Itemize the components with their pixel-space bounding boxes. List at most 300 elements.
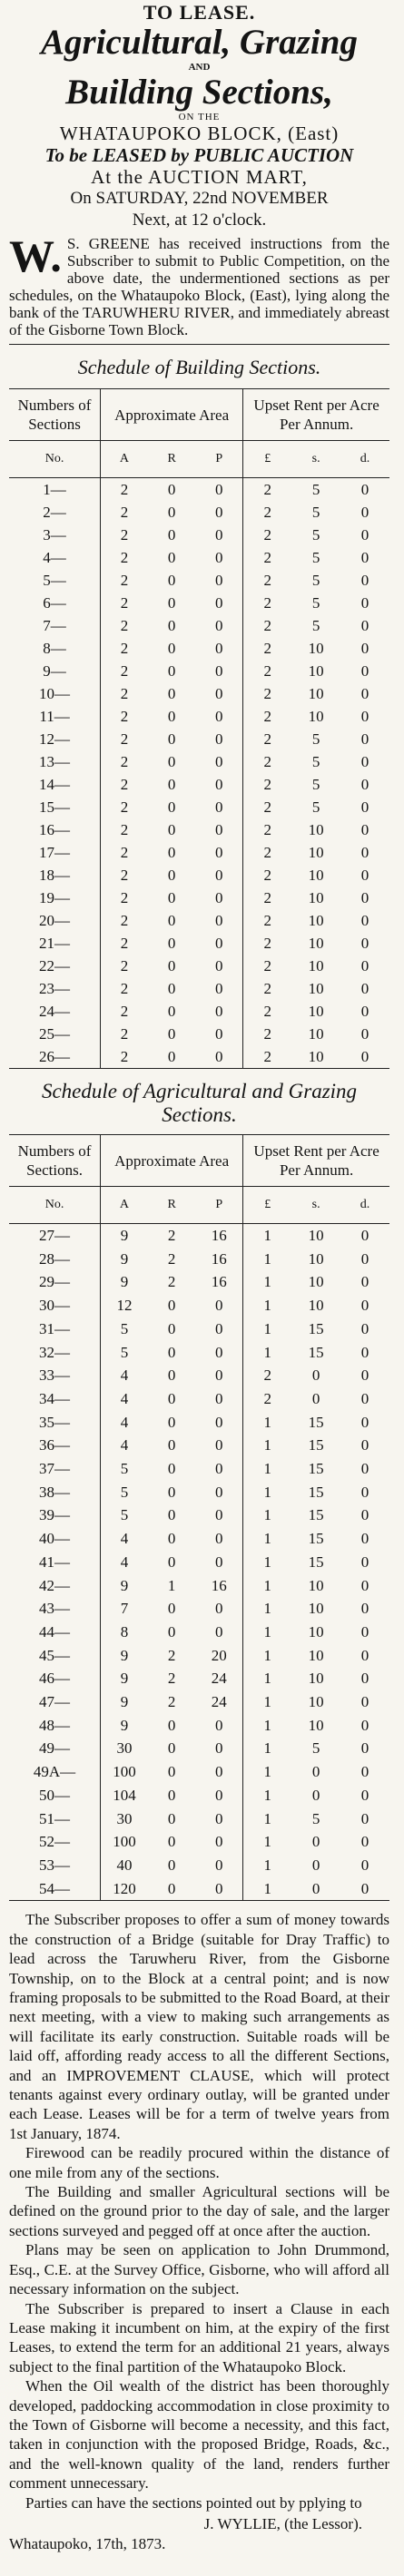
area-perches: 0 bbox=[195, 818, 242, 841]
rent-shillings: 0 bbox=[311, 1366, 320, 1385]
area-acres: 2 bbox=[120, 935, 129, 952]
section-no: 4— bbox=[9, 546, 101, 569]
rent-pounds: 1 bbox=[263, 1670, 271, 1688]
col-area: Approximate Area bbox=[101, 389, 243, 441]
rent-pounds: 2 bbox=[263, 1003, 271, 1020]
rent-pence: 0 bbox=[340, 1877, 389, 1901]
body-text bbox=[9, 1910, 389, 2512]
table-row bbox=[9, 796, 389, 818]
table-row bbox=[9, 1527, 389, 1551]
rent-pence: 0 bbox=[360, 753, 370, 770]
rent-pounds: 2 bbox=[263, 662, 271, 680]
area-acres: 30 bbox=[116, 1809, 133, 1827]
area-perches: 0 bbox=[195, 592, 242, 614]
rent-shillings: 0 bbox=[311, 1389, 320, 1407]
rent-pounds: 2 bbox=[263, 685, 271, 702]
area-perches: 0 bbox=[195, 841, 242, 864]
rent-pence: 0 bbox=[360, 1856, 370, 1874]
area-acres: 2 bbox=[120, 980, 129, 997]
rent-pounds: 2 bbox=[263, 572, 271, 589]
section-no: 45— bbox=[9, 1644, 101, 1668]
area-perches: 0 bbox=[195, 1387, 242, 1411]
lead-paragraph bbox=[9, 230, 389, 338]
section-no: 42— bbox=[9, 1574, 101, 1598]
rent-pence: 0 bbox=[360, 1576, 370, 1594]
table-row bbox=[9, 909, 389, 932]
area-roods: 0 bbox=[167, 685, 176, 702]
area-acres: 2 bbox=[120, 912, 129, 929]
area-roods: 0 bbox=[167, 481, 176, 498]
area-roods: 0 bbox=[167, 935, 176, 952]
rent-shillings: 5 bbox=[311, 1739, 320, 1758]
area-roods: 0 bbox=[167, 1366, 176, 1385]
table-row bbox=[9, 864, 389, 886]
rent-shillings: 5 bbox=[311, 798, 320, 816]
table-row bbox=[9, 1317, 389, 1341]
area-perches: 0 bbox=[195, 1045, 242, 1069]
area-acres: 2 bbox=[120, 957, 129, 975]
rent-pounds: 2 bbox=[263, 980, 271, 997]
area-acres: 2 bbox=[120, 640, 129, 657]
section-no: 1— bbox=[9, 478, 101, 502]
area-roods: 0 bbox=[167, 1809, 176, 1827]
area-perches: 20 bbox=[195, 1644, 242, 1668]
rent-pence: 0 bbox=[360, 1530, 370, 1548]
dateline: Whataupoko, 17th, 1873. bbox=[9, 2534, 166, 2552]
table-row bbox=[9, 1760, 389, 1784]
section-no: 35— bbox=[9, 1411, 101, 1435]
area-perches: 0 bbox=[195, 1597, 242, 1621]
section-no: 27— bbox=[9, 1224, 101, 1248]
section-no: 13— bbox=[9, 750, 101, 773]
table-row bbox=[9, 660, 389, 682]
area-roods: 2 bbox=[167, 1670, 176, 1688]
rent-shillings: 10 bbox=[308, 1297, 324, 1315]
rent-shillings: 10 bbox=[308, 821, 324, 838]
area-acres: 5 bbox=[120, 1460, 129, 1478]
rent-pounds: 2 bbox=[263, 798, 271, 816]
rent-shillings: 10 bbox=[308, 1273, 324, 1291]
rent-pence: 0 bbox=[360, 867, 370, 884]
area-roods: 0 bbox=[167, 1739, 176, 1758]
area-roods: 0 bbox=[167, 1483, 176, 1501]
area-perches: 0 bbox=[195, 1434, 242, 1457]
rent-shillings: 5 bbox=[311, 526, 320, 544]
table-row bbox=[9, 1503, 389, 1527]
area-perches: 0 bbox=[195, 478, 242, 502]
section-no: 11— bbox=[9, 705, 101, 728]
area-perches: 0 bbox=[195, 1807, 242, 1831]
rent-pence: 0 bbox=[360, 821, 370, 838]
area-acres: 2 bbox=[120, 481, 129, 498]
area-acres: 2 bbox=[120, 1025, 129, 1043]
area-acres: 9 bbox=[120, 1646, 129, 1664]
table-row bbox=[9, 1667, 389, 1690]
area-perches: 0 bbox=[195, 1000, 242, 1023]
table-row bbox=[9, 886, 389, 909]
rent-shillings: 5 bbox=[311, 594, 320, 612]
area-roods: 0 bbox=[167, 1716, 176, 1734]
rent-pounds: 2 bbox=[263, 594, 271, 612]
area-perches: 0 bbox=[195, 705, 242, 728]
rent-pounds: 1 bbox=[263, 1460, 271, 1478]
area-roods: 0 bbox=[167, 753, 176, 770]
rent-shillings: 5 bbox=[311, 617, 320, 634]
rent-shillings: 10 bbox=[308, 1600, 324, 1618]
section-no: 22— bbox=[9, 955, 101, 977]
rent-pounds: 2 bbox=[263, 821, 271, 838]
section-no: 5— bbox=[9, 569, 101, 592]
rent-pence: 0 bbox=[360, 776, 370, 793]
area-roods: 0 bbox=[167, 1600, 176, 1618]
table-row bbox=[9, 1877, 389, 1901]
area-perches: 0 bbox=[195, 1527, 242, 1551]
rent-pounds: 1 bbox=[263, 1576, 271, 1594]
area-roods: 0 bbox=[167, 617, 176, 634]
area-acres: 7 bbox=[120, 1600, 129, 1618]
rent-pence: 0 bbox=[360, 594, 370, 612]
area-perches: 0 bbox=[195, 1411, 242, 1435]
area-acres: 9 bbox=[120, 1693, 129, 1711]
table-row bbox=[9, 614, 389, 637]
area-roods: 0 bbox=[167, 1389, 176, 1407]
lead-text: S. GREENE has received instructions from the Subscriber to submit to Public Competition, on the above date, the undermentioned sections as per schedules, on the Whataupoko Block, (East), lying along the bank of the TARUWHERU RIVER, and immediately abreast of the Gisborne Town Block. bbox=[9, 235, 389, 338]
area-acres: 5 bbox=[120, 1343, 129, 1361]
rent-pounds: 2 bbox=[263, 912, 271, 929]
rent-pounds: 1 bbox=[243, 1877, 292, 1901]
rent-shillings: 0 bbox=[311, 1786, 320, 1804]
section-no: 49— bbox=[9, 1737, 101, 1760]
section-no: 54— bbox=[9, 1877, 101, 1901]
table-row bbox=[9, 478, 389, 502]
rent-pounds: 1 bbox=[263, 1763, 271, 1781]
area-perches: 0 bbox=[195, 1760, 242, 1784]
rent-pence: 0 bbox=[360, 1809, 370, 1827]
area-perches: 0 bbox=[195, 1854, 242, 1877]
sub-no: No. bbox=[9, 1187, 101, 1224]
auction-time: Next, at 12 o'clock. bbox=[132, 211, 267, 230]
rent-pounds: 1 bbox=[263, 1319, 271, 1337]
area-perches: 0 bbox=[195, 1551, 242, 1574]
area-acres: 104 bbox=[113, 1786, 136, 1804]
area-acres: 2 bbox=[101, 1045, 148, 1069]
table-row bbox=[9, 1387, 389, 1411]
area-acres: 4 bbox=[120, 1413, 129, 1431]
agricultural-rows bbox=[9, 1224, 389, 1901]
section-no: 3— bbox=[9, 524, 101, 546]
area-acres: 9 bbox=[120, 1576, 129, 1594]
rent-pounds: 1 bbox=[263, 1506, 271, 1524]
rent-shillings: 15 bbox=[308, 1530, 324, 1548]
table-row bbox=[9, 1621, 389, 1644]
rent-shillings: 10 bbox=[308, 1693, 324, 1711]
rent-pence: 0 bbox=[360, 617, 370, 634]
sub-a: A bbox=[101, 1187, 148, 1224]
area-roods: 0 bbox=[167, 1297, 176, 1315]
agricultural-schedule-table bbox=[9, 1134, 389, 1901]
rent-pence: 0 bbox=[360, 1227, 370, 1244]
area-perches: 16 bbox=[195, 1574, 242, 1598]
table-row bbox=[9, 1434, 389, 1457]
paragraph: Firewood can be readily procured within the distance of one mile from any of the sections. bbox=[9, 2144, 389, 2181]
table-row bbox=[9, 1294, 389, 1317]
area-perches: 0 bbox=[195, 909, 242, 932]
table-row bbox=[9, 818, 389, 841]
area-roods: 0 bbox=[167, 1436, 176, 1455]
area-perches: 0 bbox=[195, 1877, 242, 1901]
rent-pounds: 2 bbox=[263, 957, 271, 975]
rent-shillings: 10 bbox=[308, 867, 324, 884]
col-rent: Upset Rent per Acre Per Annum. bbox=[243, 1135, 389, 1187]
rent-pence: 0 bbox=[360, 1389, 370, 1407]
area-roods: 0 bbox=[167, 867, 176, 884]
rent-pence: 0 bbox=[360, 549, 370, 566]
table-row bbox=[9, 1023, 389, 1045]
area-acres: 2 bbox=[120, 594, 129, 612]
area-acres: 2 bbox=[120, 844, 129, 861]
rent-shillings: 0 bbox=[311, 1833, 320, 1851]
table-row bbox=[9, 1411, 389, 1435]
rent-pounds: 1 bbox=[263, 1483, 271, 1501]
rent-shillings: 15 bbox=[308, 1483, 324, 1501]
rent-shillings: 10 bbox=[308, 1003, 324, 1020]
rent-shillings: 0 bbox=[291, 1877, 340, 1901]
sub-r: R bbox=[148, 1187, 195, 1224]
building-schedule-heading: Schedule of Building Sections. bbox=[77, 356, 321, 378]
paragraph: Parties can have the sections pointed out by pplying to bbox=[25, 2493, 362, 2512]
area-perches: 0 bbox=[195, 1341, 242, 1365]
rent-shillings: 10 bbox=[308, 935, 324, 952]
area-roods: 0 bbox=[167, 1413, 176, 1431]
area-acres: 9 bbox=[120, 1716, 129, 1734]
area-roods: 0 bbox=[167, 1786, 176, 1804]
area-roods: 0 bbox=[167, 821, 176, 838]
area-roods: 0 bbox=[167, 662, 176, 680]
rent-pence: 0 bbox=[360, 526, 370, 544]
advertisement bbox=[0, 2, 404, 2554]
rent-shillings: 15 bbox=[308, 1343, 324, 1361]
rent-shillings: 5 bbox=[311, 481, 320, 498]
section-no: 28— bbox=[9, 1248, 101, 1271]
table-row bbox=[9, 1644, 389, 1668]
table-row bbox=[9, 750, 389, 773]
area-perches: 0 bbox=[195, 977, 242, 1000]
rent-pence: 0 bbox=[360, 1319, 370, 1337]
rent-pounds: 2 bbox=[263, 867, 271, 884]
rent-pence: 0 bbox=[340, 1045, 389, 1069]
paragraph: Plans may be seen on application to John Drummond, Esq., C.E. at the Survey Office, Gisborne, who will afford all necessary information on the subject. bbox=[9, 2241, 389, 2298]
area-acres: 40 bbox=[116, 1856, 133, 1874]
rent-pence: 0 bbox=[360, 912, 370, 929]
rent-pounds: 2 bbox=[263, 1366, 271, 1385]
rent-pounds: 2 bbox=[263, 617, 271, 634]
rent-pence: 0 bbox=[360, 1693, 370, 1711]
drop-cap: W. bbox=[9, 230, 62, 281]
sub-r: R bbox=[148, 441, 195, 478]
table-row bbox=[9, 1737, 389, 1760]
area-roods: 0 bbox=[167, 1622, 176, 1641]
area-perches: 0 bbox=[195, 569, 242, 592]
rent-shillings: 5 bbox=[311, 1809, 320, 1827]
rent-pounds: 2 bbox=[263, 753, 271, 770]
table-row bbox=[9, 728, 389, 750]
section-no: 44— bbox=[9, 1621, 101, 1644]
area-perches: 0 bbox=[195, 1481, 242, 1504]
area-roods: 0 bbox=[148, 1877, 195, 1901]
on-the: ON THE bbox=[178, 112, 221, 122]
area-perches: 0 bbox=[195, 660, 242, 682]
area-perches: 0 bbox=[195, 1621, 242, 1644]
area-roods: 0 bbox=[167, 1343, 176, 1361]
area-perches: 0 bbox=[195, 524, 242, 546]
section-no: 26— bbox=[9, 1045, 101, 1069]
rent-pounds: 1 bbox=[263, 1856, 271, 1874]
area-roods: 0 bbox=[167, 776, 176, 793]
section-no: 21— bbox=[9, 932, 101, 955]
table-row bbox=[9, 1364, 389, 1387]
area-acres: 2 bbox=[120, 1003, 129, 1020]
rent-pence: 0 bbox=[360, 1646, 370, 1664]
rent-pounds: 1 bbox=[263, 1227, 271, 1244]
section-no: 2— bbox=[9, 501, 101, 524]
rent-pounds: 1 bbox=[263, 1413, 271, 1431]
rent-shillings: 10 bbox=[308, 1576, 324, 1594]
area-acres: 2 bbox=[120, 798, 129, 816]
rent-pence: 0 bbox=[360, 481, 370, 498]
title-and: AND bbox=[188, 62, 211, 73]
table-row bbox=[9, 841, 389, 864]
rent-pounds: 1 bbox=[263, 1436, 271, 1455]
section-no: 49A— bbox=[9, 1760, 101, 1784]
rent-shillings: 5 bbox=[311, 504, 320, 521]
auction-mart: At the AUCTION MART, bbox=[91, 166, 308, 188]
section-no: 32— bbox=[9, 1341, 101, 1365]
area-acres: 2 bbox=[120, 821, 129, 838]
area-roods: 0 bbox=[167, 708, 176, 725]
area-roods: 0 bbox=[148, 1045, 195, 1069]
section-no: 10— bbox=[9, 682, 101, 705]
rent-pounds: 1 bbox=[263, 1552, 271, 1571]
area-roods: 0 bbox=[167, 1460, 176, 1478]
area-perches: 0 bbox=[195, 682, 242, 705]
area-roods: 0 bbox=[167, 1856, 176, 1874]
rent-shillings: 10 bbox=[308, 708, 324, 725]
area-roods: 0 bbox=[167, 1506, 176, 1524]
rent-shillings: 10 bbox=[308, 685, 324, 702]
table-row bbox=[9, 592, 389, 614]
rent-pence: 0 bbox=[360, 708, 370, 725]
rent-shillings: 10 bbox=[291, 1045, 340, 1069]
area-perches: 24 bbox=[195, 1667, 242, 1690]
section-no: 24— bbox=[9, 1000, 101, 1023]
rent-pounds: 2 bbox=[263, 776, 271, 793]
rent-shillings: 10 bbox=[308, 1025, 324, 1043]
area-roods: 0 bbox=[167, 526, 176, 544]
area-roods: 0 bbox=[167, 1552, 176, 1571]
area-perches: 0 bbox=[195, 1294, 242, 1317]
rent-shillings: 5 bbox=[311, 572, 320, 589]
area-acres: 2 bbox=[120, 549, 129, 566]
table-row bbox=[9, 1574, 389, 1598]
rent-pounds: 1 bbox=[263, 1273, 271, 1291]
rent-pounds: 1 bbox=[263, 1786, 271, 1804]
rent-pence: 0 bbox=[360, 1622, 370, 1641]
table-row bbox=[9, 1341, 389, 1365]
area-acres: 2 bbox=[120, 504, 129, 521]
rent-shillings: 5 bbox=[311, 549, 320, 566]
section-no: 37— bbox=[9, 1457, 101, 1481]
area-acres: 30 bbox=[116, 1739, 133, 1758]
section-no: 34— bbox=[9, 1387, 101, 1411]
area-acres: 5 bbox=[120, 1506, 129, 1524]
section-no: 52— bbox=[9, 1830, 101, 1854]
area-perches: 16 bbox=[195, 1248, 242, 1271]
rent-shillings: 10 bbox=[308, 1646, 324, 1664]
area-roods: 0 bbox=[167, 980, 176, 997]
area-acres: 2 bbox=[120, 776, 129, 793]
table-row bbox=[9, 1830, 389, 1854]
section-no: 8— bbox=[9, 637, 101, 660]
rent-pence: 0 bbox=[360, 1366, 370, 1385]
table-row bbox=[9, 977, 389, 1000]
area-perches: 16 bbox=[195, 1224, 242, 1248]
rent-pence: 0 bbox=[360, 798, 370, 816]
section-no: 53— bbox=[9, 1854, 101, 1877]
area-roods: 0 bbox=[167, 572, 176, 589]
area-perches: 0 bbox=[195, 886, 242, 909]
rent-shillings: 10 bbox=[308, 1622, 324, 1641]
rent-pence: 0 bbox=[360, 504, 370, 521]
rent-pence: 0 bbox=[360, 572, 370, 589]
rent-shillings: 5 bbox=[311, 776, 320, 793]
table-row bbox=[9, 1457, 389, 1481]
divider bbox=[9, 344, 389, 345]
table-row bbox=[9, 1481, 389, 1504]
area-acres: 4 bbox=[120, 1436, 129, 1455]
area-roods: 2 bbox=[167, 1693, 176, 1711]
sub-shillings: s. bbox=[291, 1187, 340, 1224]
rent-shillings: 10 bbox=[308, 1249, 324, 1268]
rent-pence: 0 bbox=[360, 1413, 370, 1431]
area-perches: 0 bbox=[195, 864, 242, 886]
rent-pounds: 2 bbox=[263, 844, 271, 861]
rent-pence: 0 bbox=[360, 1739, 370, 1758]
section-no: 50— bbox=[9, 1784, 101, 1807]
section-no: 43— bbox=[9, 1597, 101, 1621]
area-acres: 9 bbox=[120, 1273, 129, 1291]
rent-pence: 0 bbox=[360, 1552, 370, 1571]
table-row bbox=[9, 932, 389, 955]
table-row bbox=[9, 1224, 389, 1248]
section-no: 29— bbox=[9, 1270, 101, 1294]
rent-pence: 0 bbox=[360, 1763, 370, 1781]
area-perches: 0 bbox=[195, 773, 242, 796]
rent-pounds: 2 bbox=[263, 708, 271, 725]
area-roods: 0 bbox=[167, 594, 176, 612]
rent-pence: 0 bbox=[360, 1436, 370, 1455]
table-row bbox=[9, 501, 389, 524]
rent-pence: 0 bbox=[360, 1670, 370, 1688]
table-row bbox=[9, 546, 389, 569]
area-acres: 100 bbox=[113, 1833, 136, 1851]
leased-line: To be LEASED by PUBLIC AUCTION bbox=[44, 144, 354, 166]
sub-pence: d. bbox=[340, 441, 389, 478]
area-acres: 2 bbox=[120, 526, 129, 544]
area-roods: 0 bbox=[167, 912, 176, 929]
rent-shillings: 15 bbox=[308, 1413, 324, 1431]
rent-pounds: 2 bbox=[243, 1045, 292, 1069]
area-perches: 0 bbox=[195, 932, 242, 955]
